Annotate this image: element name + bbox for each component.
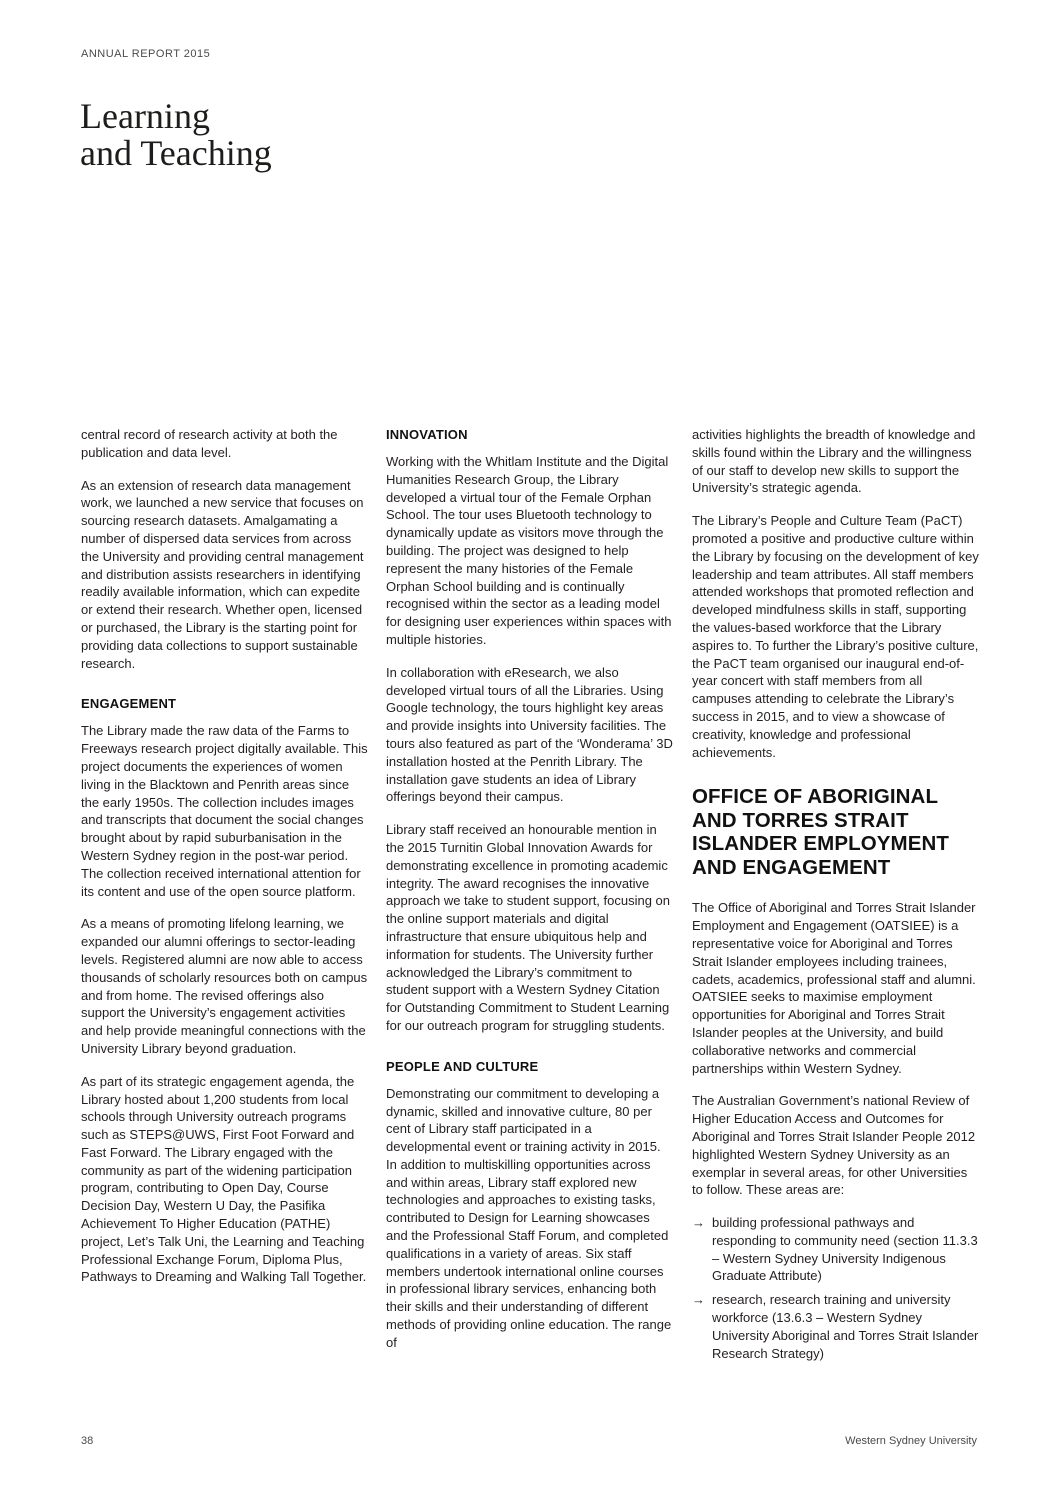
column-1 [81, 426, 369, 1301]
paragraph: The Library’s People and Culture Team (PaCT) promoted a positive and productive culture within the Library by focusing on the development of key leadership and team attributes. All staff members attended workshops that promoted reflection and developed mindfulness skills in staff, supporting the values-based workforce that the Library aspires to. To further the Library’s positive culture, the PaCT team organised our inaugural end-of-year concert with staff members from all campuses attending to celebrate the Library’s success in 2015, and to view a showcase of creativity, knowledge and professional achievements. [692, 513, 979, 760]
column-3 [692, 426, 980, 1368]
paragraph: The Australian Government’s national Review of Higher Education Access and Outcomes for Aboriginal and Torres Strait Islander People 2012 highlighted Western Sydney University as an exemplar in several areas, for other Universities to follow. These areas are: [692, 1093, 976, 1198]
paragraph: The Library made the raw data of the Farms to Freeways research project digitally available. This project documents the experiences of women living in the Blacktown and Penrith areas since the early 1950s. The collection includes images and transcripts that document the social changes brought about by rapid suburbanisation in the Western Sydney region in the post-war period. The collection received international attention for its content and use of the open source platform. [81, 723, 368, 899]
heading-engagement: ENGAGEMENT [81, 696, 177, 712]
heading-innovation: INNOVATION [386, 427, 468, 442]
footer-publisher: Western Sydney University [845, 1435, 977, 1447]
list-item-text: building professional pathways and responding to community need (section 11.3.3 – Western Sydney University Indigenous Graduate Attribute) [712, 1215, 978, 1284]
page-title-line-1: Learning [80, 96, 210, 136]
heading-people-and-culture: PEOPLE AND CULTURE [386, 1058, 539, 1074]
page-title [80, 98, 272, 172]
page-title-line-2: and Teaching [80, 133, 272, 173]
paragraph: Library staff received an honourable mention in the 2015 Turnitin Global Innovation Awards for demonstrating excellence in promoting academic integrity. The award recognises the innovative approach we take to student support, focusing on the online support materials and digital infrastructure that ensure ubiquitous help and information for students. The University further acknowledged the Library’s commitment to student support with a Western Sydney Citation for Outstanding Commitment to Student Learning for our outreach program for struggling students. [386, 822, 671, 1033]
arrow-right-icon: → [692, 1215, 705, 1231]
bullet-list [692, 1214, 980, 1362]
paragraph: Working with the Whitlam Institute and the Digital Humanities Research Group, the Library developed a virtual tour of the Female Orphan School. The tour uses Bluetooth technology to dynamically update as visitors move through the building. The project was designed to help represent the many histories of the Female Orphan School building and is continually recognised within the sector as a leading model for designing user experiences within spaces with multiple histories. [386, 454, 672, 647]
paragraph: As part of its strategic engagement agenda, the Library hosted about 1,200 students from local schools through University outreach programs such as STEPS@UWS, First Foot Forward and Fast Forward. The Library engaged with the community as part of the widening participation program, contributing to Open Day, Course Decision Day, Western U Day, the Pasifika Achievement To Higher Education (PATHE) project, Let’s Talk Uni, the Learning and Teaching Professional Exchange Forum, Diploma Plus, Pathways to Dreaming and Walking Tall Together. [81, 1073, 367, 1285]
list-item [692, 1291, 980, 1362]
paragraph: central record of research activity at both the publication and data level. [81, 427, 338, 460]
paragraph: As an extension of research data management work, we launched a new service that focuses on sourcing research datasets. Amalgamating a number of dispersed data services from across the University and providing central management and distribution assists researchers in identifying readily available information, which can expedite or extend their research. Whether open, licensed or purchased, the Library is the starting point for providing data collections to support sustainable research. [81, 477, 364, 671]
list-item [692, 1214, 980, 1285]
list-item-text: research, research training and university workforce (13.6.3 – Western Sydney University Aboriginal and Torres Strait Islander Research Strategy) [712, 1292, 979, 1361]
column-2 [386, 426, 674, 1367]
paragraph: As a means of promoting lifelong learning, we expanded our alumni offerings to sector-leading levels. Registered alumni are now able to access thousands of scholarly resources both on campus and from home. The revised offerings also support the University’s engagement activities and help provide meaningful connections with the University Library beyond graduation. [81, 916, 368, 1056]
page-number: 38 [81, 1435, 94, 1447]
paragraph: activities highlights the breadth of knowledge and skills found within the Library and the willingness of our staff to develop new skills to support the University’s strategic agenda. [692, 427, 976, 496]
running-head: ANNUAL REPORT 2015 [81, 48, 211, 60]
heading-office-aboriginal-torres-strait: OFFICE OF ABORIGINAL AND TORRES STRAIT ISLANDER EMPLOYMENT AND ENGAGEMENT [692, 785, 950, 879]
paragraph: Demonstrating our commitment to developing a dynamic, skilled and innovative culture, 80 per cent of Library staff participated in a developmental event or training activity in 2015. In addition to multiskilling opportunities across and within areas, Library staff explored new technologies and approaches to existing tasks, contributed to Design for Learning showcases and the Professional Staff Forum, and completed qualifications in a variety of areas. Six staff members undertook international online courses in professional library services, enhancing both their skills and their understanding of different methods of providing online education. The range of [386, 1085, 672, 1350]
arrow-right-icon: → [692, 1292, 705, 1308]
paragraph: In collaboration with eResearch, we also developed virtual tours of all the Libraries. Using Google technology, the tours highlight key areas and provide insights into University facilities. The tours also featured as part of the ‘Wonderama’ 3D installation hosted at the Penrith Library. The installation gave students an idea of Library offerings beyond their campus. [386, 664, 673, 805]
paragraph: The Office of Aboriginal and Torres Strait Islander Employment and Engagement (OATSIEE) is a representative voice for Aboriginal and Torres Strait Islander employees including trainees, cadets, academics, professional staff and alumni. OATSIEE seeks to maximise employment opportunities for Aboriginal and Torres Strait Islander peoples at the University, and build collaborative networks and commercial partnerships within Western Sydney. [692, 900, 976, 1076]
